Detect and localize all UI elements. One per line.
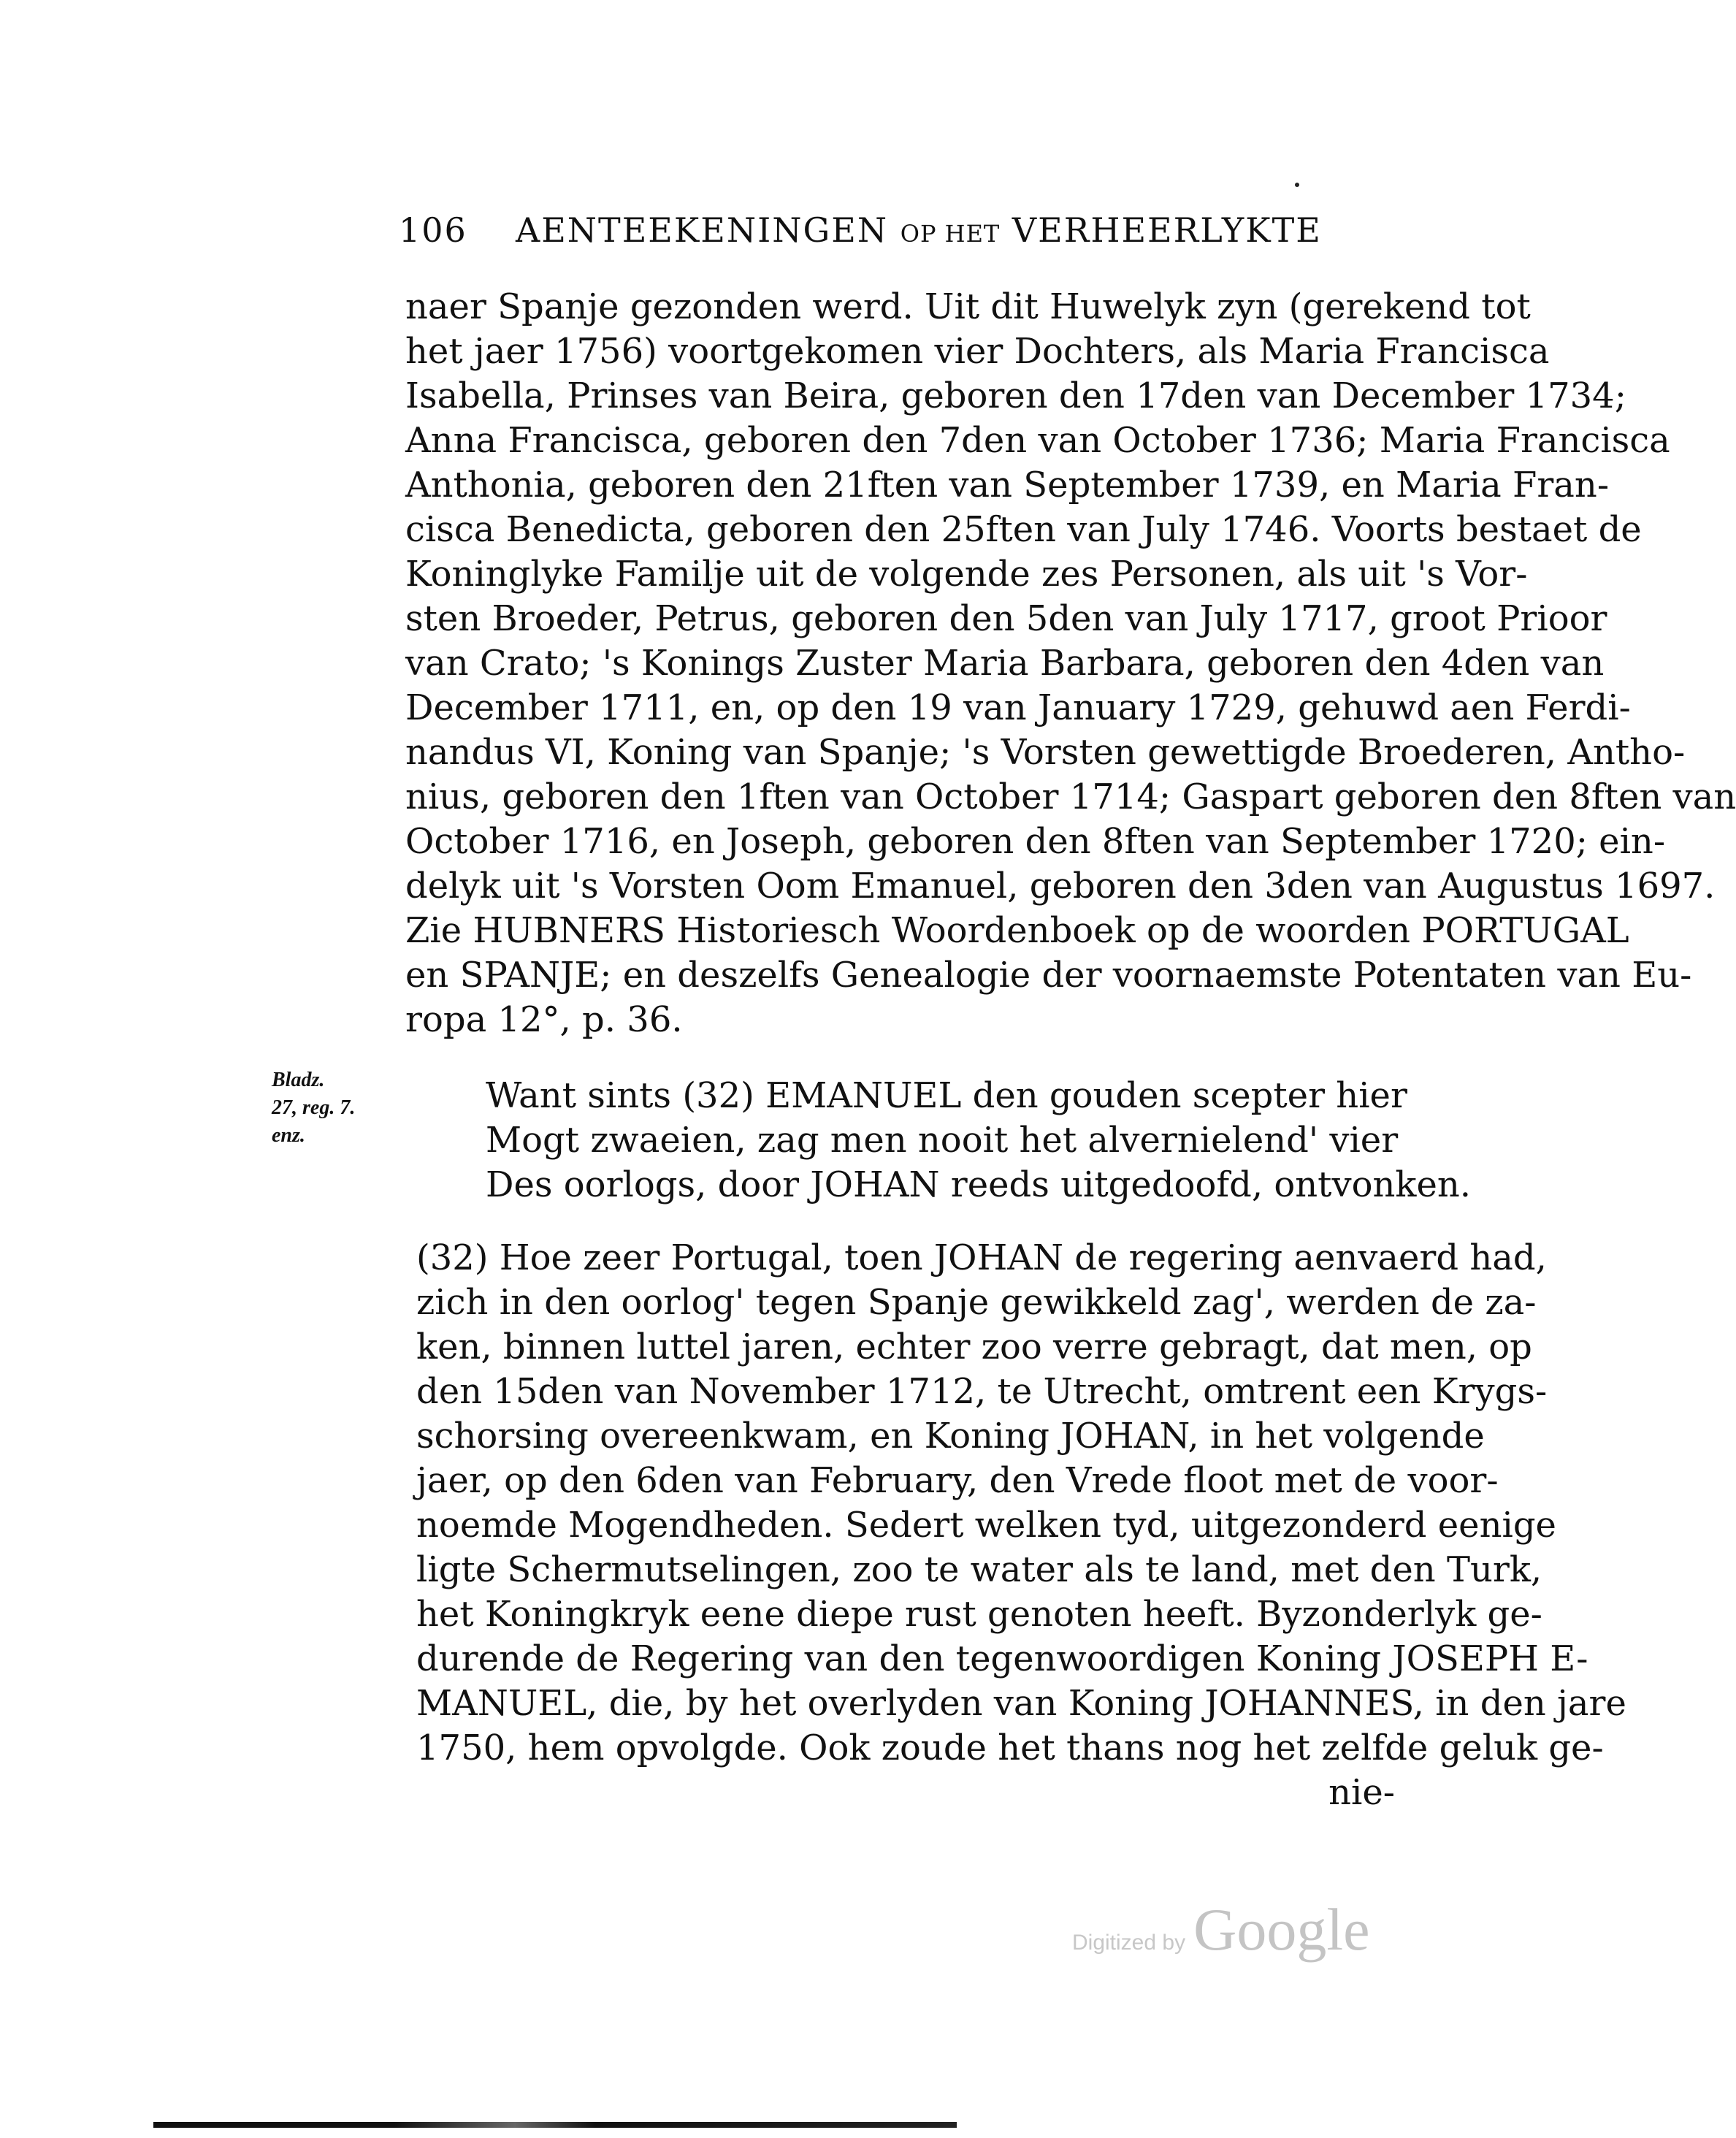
text-line: en SPANJE; en deszelfs Genealogie der voornaemste Potentaten van Eu- [405,955,1692,996]
title-part-1: AENTEEKENINGEN [516,210,889,250]
running-header [399,210,1407,254]
title-part-2: VERHEERLYKTE [1012,210,1322,250]
catchword: nie- [1328,1772,1395,1813]
text-line: ligte Schermutselingen, zoo te water als te land, met den Turk, [416,1549,1542,1590]
text-line: nius, geboren den 1ften van October 1714; Gaspart geboren den 8ften van [405,776,1736,817]
text-line: jaer, op den 6den van February, den Vrede floot met de voor- [416,1460,1499,1501]
text-line: MANUEL, die, by het overlyden van Koning JOHANNES, in den jare [416,1683,1626,1724]
text-line: van Crato; 's Konings Zuster Maria Barbara, geboren den 4den van [405,643,1605,684]
text-line: October 1716, en Joseph, geboren den 8ften van September 1720; ein- [405,821,1666,862]
text-line: delyk uit 's Vorsten Oom Emanuel, geboren den 3den van Augustus 1697. [405,866,1716,906]
text-line: ken, binnen luttel jaren, echter zoo verre gebragt, dat men, op [416,1326,1532,1367]
margin-note-line: enz. [272,1124,305,1147]
text-line: Anna Francisca, geboren den 7den van October 1736; Maria Francisca [405,420,1670,461]
page-number: 106 [399,210,467,250]
google-logo: Google [1193,1896,1370,1963]
digitized-watermark [1072,1895,1379,1961]
stray-mark [1295,183,1299,187]
text-line: Zie HUBNERS Historiesch Woordenboek op de woorden PORTUGAL [405,910,1629,951]
text-line: sten Broeder, Petrus, geboren den 5den van July 1717, groot Prioor [405,598,1607,639]
text-line: zich in den oorlog' tegen Spanje gewikkeld zag', werden de za- [416,1282,1537,1323]
running-title [516,210,1322,250]
verse-line: Mogt zwaeien, zag men nooit het alvernielend' vier [486,1120,1399,1161]
text-line: noemde Mogendheden. Sedert welken tyd, uitgezonderd eenige [416,1505,1556,1546]
text-line: December 1711, en, op den 19 van January 1729, gehuwd aen Ferdi- [405,687,1631,728]
text-line: ropa 12°, p. 36. [405,999,683,1040]
text-line: naer Spanje gezonden werd. Uit dit Huwelyk zyn (gerekend tot [405,286,1531,327]
margin-note-line: 27, reg. 7. [272,1096,356,1119]
margin-note [272,1066,418,1150]
text-line: den 15den van November 1712, te Utrecht, omtrent een Krygs- [416,1371,1548,1412]
margin-note-line: Bladz. [272,1069,325,1091]
text-line: 1750, hem opvolgde. Ook zoude het thans nog het zelfde geluk ge- [416,1727,1604,1768]
text-line: (32) Hoe zeer Portugal, toen JOHAN de regering aenvaerd had, [416,1237,1547,1278]
title-small: OP HET [900,220,1001,248]
text-line: het jaer 1756) voortgekomen vier Dochters, als Maria Francisca [405,331,1550,372]
text-line: Isabella, Prinses van Beira, geboren den 17den van December 1734; [405,375,1626,416]
text-line: cisca Benedicta, geboren den 25ften van July 1746. Voorts bestaet de [405,509,1642,550]
text-line: Anthonia, geboren den 21ften van September 1739, en Maria Fran- [405,465,1610,505]
verse-line: Des oorlogs, door JOHAN reeds uitgedoofd, ontvonken. [486,1164,1472,1205]
page-edge-shadow [153,2122,957,2128]
text-line: schorsing overeenkwam, en Koning JOHAN, in het volgende [416,1416,1485,1456]
verse-line: Want sints (32) EMANUEL den gouden scepter hier [486,1075,1407,1116]
digitized-by-text: Digitized by [1072,1931,1186,1955]
text-line: Koninglyke Familje uit de volgende zes Personen, als uit 's Vor- [405,554,1528,595]
text-line: nandus VI, Koning van Spanje; 's Vorsten gewettigde Broederen, Antho- [405,732,1686,773]
text-line: het Koningkryk eene diepe rust genoten heeft. Byzonderlyk ge- [416,1594,1542,1635]
text-line: durende de Regering van den tegenwoordigen Koning JOSEPH E- [416,1638,1588,1679]
